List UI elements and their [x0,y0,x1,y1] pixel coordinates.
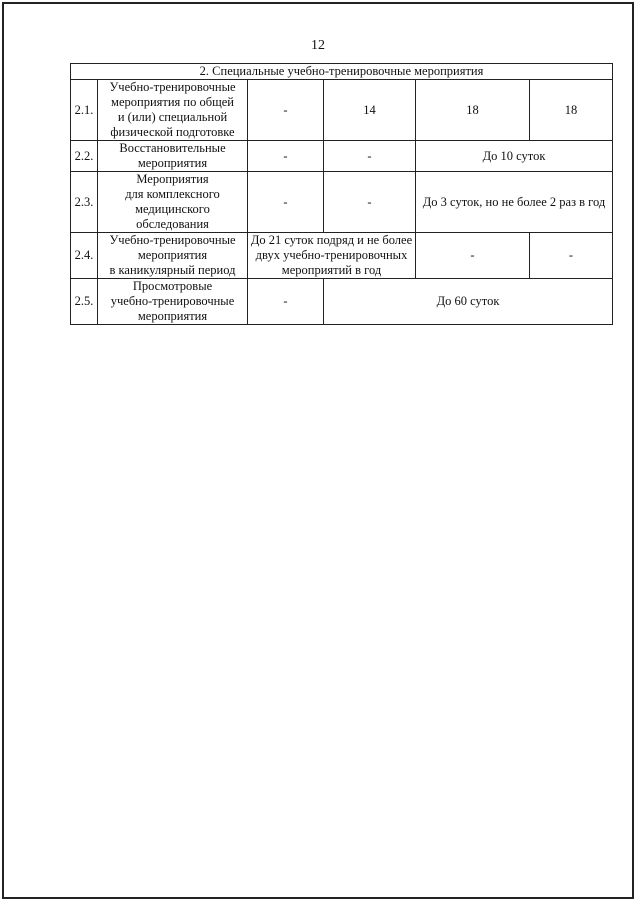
event-name-line: Учебно-тренировочные [109,233,236,247]
merged-cell-line: До 21 суток подряд и не более [250,233,413,247]
event-name-line: в каникулярный период [109,263,236,277]
event-name [98,172,248,233]
event-name-line: Восстановительные [119,141,226,155]
page-number: 12 [311,38,325,53]
table-row [71,279,613,325]
table-cell: - [248,172,324,233]
table-row [71,80,613,141]
row-number: 2.5. [71,279,98,325]
event-name [98,279,248,325]
event-name-line: учебно-тренировочные [110,294,235,308]
event-name-line: Учебно-тренировочные [109,80,236,94]
event-name [98,80,248,141]
row-number: 2.3. [71,172,98,233]
event-name-line: и (или) специальной [117,110,228,124]
table-cell: 18 [416,80,530,141]
merged-cell: До 10 суток [416,141,613,172]
table-cell: - [324,172,416,233]
merged-cell-line: двух учебно-тренировочных [255,248,408,262]
merged-cell [248,233,416,279]
table-cell: 18 [530,80,613,141]
table-cell: - [324,141,416,172]
merged-cell-line: мероприятий в год [281,263,382,277]
document-page [2,2,634,899]
table-cell: - [248,141,324,172]
event-name-line: обследования [136,217,209,231]
event-name [98,141,248,172]
event-name-line: медицинского [135,202,210,216]
event-name-line: мероприятия по общей [111,95,234,109]
row-number: 2.1. [71,80,98,141]
section-header-row [71,64,613,80]
row-number: 2.4. [71,233,98,279]
table-cell: - [248,80,324,141]
event-name-line: Просмотровые [132,279,213,293]
section-title: 2. Специальные учебно-тренировочные мероприятия [71,64,613,80]
event-name [98,233,248,279]
table-row [71,141,613,172]
merged-cell: До 60 суток [324,279,613,325]
event-name-line: физической подготовке [110,125,235,139]
events-table [70,63,613,325]
table-cell: - [248,279,324,325]
event-name-line: мероприятия [137,309,208,323]
event-name-line: Мероприятия [136,172,209,186]
event-name-line: мероприятия [137,156,208,170]
table-row [71,233,613,279]
row-number: 2.2. [71,141,98,172]
merged-cell: До 3 суток, но не более 2 раз в год [416,172,613,233]
table-cell: - [416,233,530,279]
table-cell: - [530,233,613,279]
event-name-line: мероприятия [137,248,208,262]
table-cell: 14 [324,80,416,141]
table-row [71,172,613,233]
event-name-line: для комплексного [125,187,220,201]
